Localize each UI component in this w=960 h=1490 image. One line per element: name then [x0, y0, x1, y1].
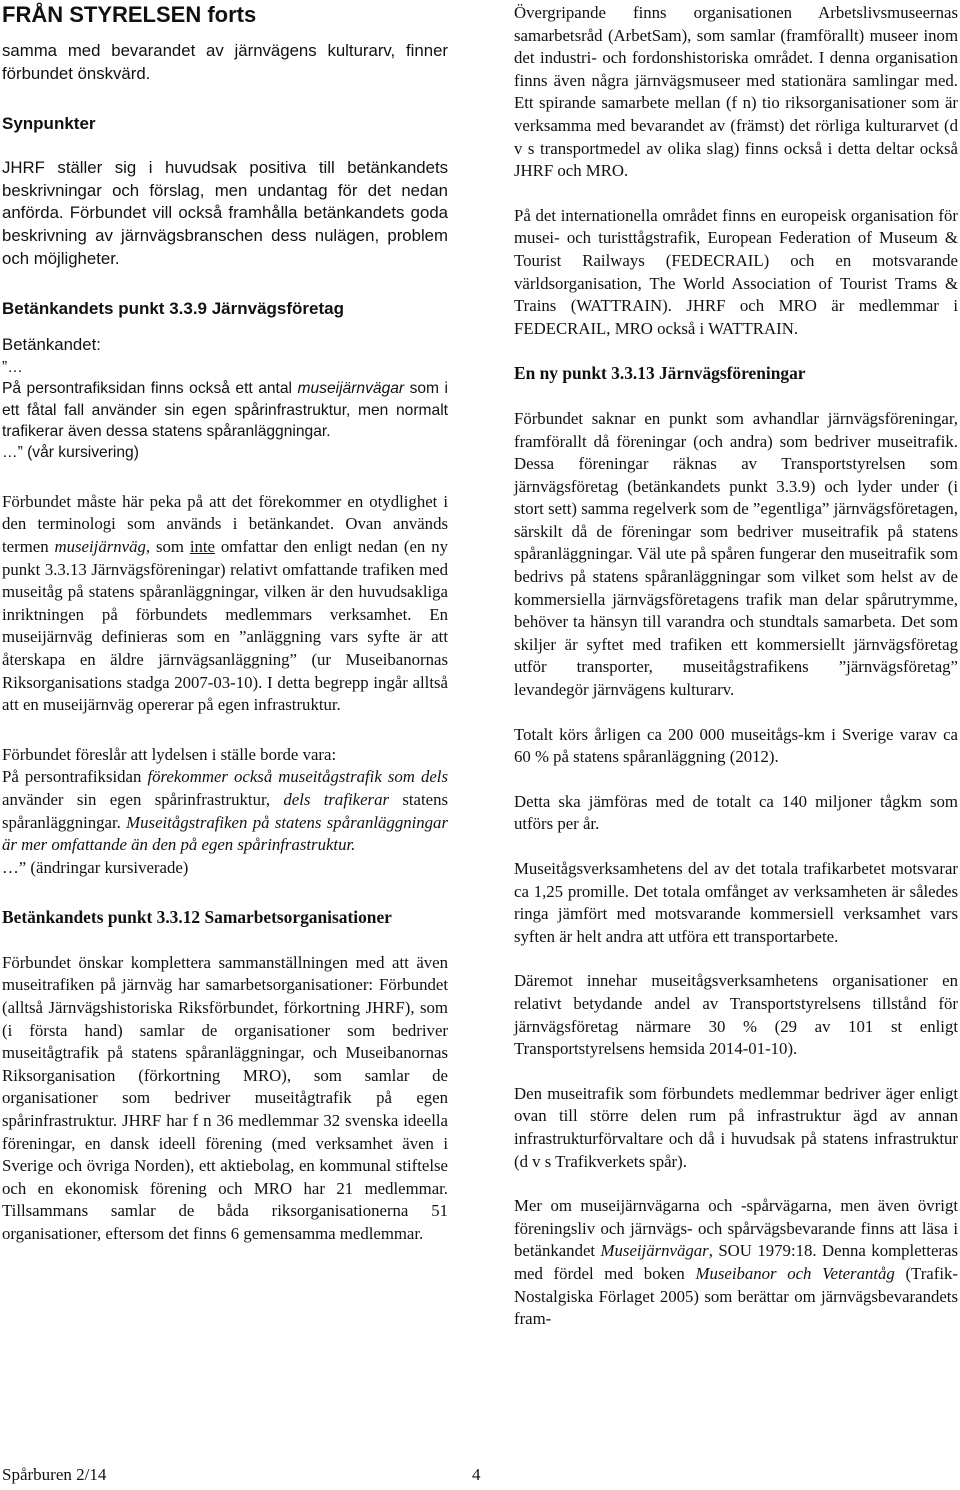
p9-text-a: Mer om museijärnvägarna och -spårvägarna, men även övrigt föreningsliv och järnvägs- och spårvägsbevarande finns att läsa i betänkandet [514, 1196, 958, 1261]
footer-publication-label: Spårburen 2/14 [2, 1465, 107, 1484]
betankandet-quote [2, 357, 448, 464]
left-column [2, 0, 448, 1246]
fb-text-c: omfattar den enligt nedan (en ny punkt 3.3.13 Järnvägsföreningar) relativt omfattande trafiken med museitåg på statens spåranläggningar, vilken är den huvudsakliga inriktningen på förbundets medlemmars verksamhet. En museijärnväg definieras som en ”anläggning vars syfte är att återskapa en äldre järnvägsanläggning” (ur Museibanornas Riksorganisations stadga 2007-03-10). I detta begrepp ingår alltså att en museijärnväg opererar på egen infrastruktur. [2, 536, 448, 715]
fb-text-b: , som [145, 536, 190, 556]
punkt-3312-heading: Betänkandets punkt 3.3.12 Samarbetsorganisationer [2, 907, 392, 928]
quote-close: …” (vår kursivering) [2, 444, 139, 462]
proposal-text-c: använder sin egen spårinfrastruktur, [2, 789, 284, 809]
forbundet-paragraph [2, 491, 448, 717]
betankandet-label: Betänkandet: [2, 335, 101, 355]
proposal-text-a: På persontrafiksidan [2, 767, 148, 787]
right-paragraph-2: På det internationella området finns en europeisk organisation för musei- och turisttågstrafik, European Federation of Museum & Tourist Railways (FEDECRAIL) och en motsvarande världsorganisation, The World Association of Tourist Trams & Trains (WATTRAIN). JHRF och MRO är medlemmar i FEDECRAIL, MRO också i WATTRAIN. [514, 205, 958, 338]
right-paragraph-1: Övergripande finns organisationen Arbetslivsmuseernas samarbetsråd (ArbetSam), som samlar (framförallt) museer inom det industri- och fordonshistoriska området. I denna organisation finns även några järnvägsmuseer med stationära samlingar med. Ett spirande samarbete mellan (f n) tio riksorganisationer som är verksamma med bevarandet av (främst) det rörliga kulturarvet (d v s transportmedel av olika slag) finns också i detta deltar också JHRF och MRO. [514, 3, 958, 181]
right-paragraph-9 [514, 1195, 958, 1331]
proposal-italic-f: Museitågstrafiken på statens spåranläggningar är mer omfattande än den på egen spårinfrastruktur. [2, 812, 448, 855]
footer-page-number: 4 [472, 1465, 481, 1484]
quote-open: ”… [2, 358, 23, 376]
right-paragraph-5: Detta ska jämföras med de totalt ca 140 miljoner tågkm som utförs per år. [514, 791, 958, 834]
fb-text-a: Förbundet måste här peka på att det förekommer en otydlighet i den terminologi som används i betänkandet. Ovan används termen [2, 491, 448, 556]
proposal-intro: Förbundet föreslår att lydelsen i ställe borde vara: [2, 744, 337, 764]
right-paragraph-7: Däremot innehar museitågsverksamhetens organisationer en relativt betydande andel av Transportstyrelsens tillstånd för järnvägsföretag närmare 30 % (29 av 101 st enligt Transportstyrelsens hemsida 2014-01-10). [514, 971, 958, 1059]
quote-text-2: som i ett fåtal fall använder sin egen spårinfrastruktur, men normalt trafikerar även dessa statens spåranläggningar. [2, 380, 448, 440]
synpunkter-paragraph: JHRF ställer sig i huvudsak positiva till betänkandets beskrivningar och förslag, men undantag för det nedan anförda. Förbundet vill också framhålla betänkandets goda beskrivning av järnvägsbranschen dess nulägen, problem och möjligheter. [2, 158, 448, 268]
p9-text-c: (Trafik-Nostalgiska Förlaget 2005) som berättar om järnvägsbevarandets fram- [514, 1263, 958, 1329]
p9-text-b: , SOU 1979:18. Denna kompletteras med fördel med boken [514, 1241, 958, 1283]
p9-italic-1: Museijärnvägar [600, 1241, 709, 1261]
proposal-close: …” (ändringar kursiverade) [2, 857, 189, 877]
right-paragraph-4: Totalt körs årligen ca 200 000 museitågs-km i Sverige varav ca 60 % på statens spåranläggning (2012). [514, 724, 958, 767]
punkt-339-heading: Betänkandets punkt 3.3.9 Järnvägsföretag [2, 299, 345, 319]
synpunkter-heading: Synpunkter [2, 114, 96, 134]
fb-underlined-term: inte [189, 536, 216, 556]
proposal-italic-b: förekommer också museitågstrafik som dels [147, 767, 448, 787]
intro-paragraph: samma med bevarandet av järnvägens kulturarv, finner förbundet önskvärd. [2, 41, 448, 83]
p9-italic-2: Museibanor och Veterantåg [695, 1263, 895, 1283]
quote-text-1: På persontrafiksidan finns också ett antal [2, 380, 298, 398]
punkt-3312-paragraph: Förbundet önskar komplettera sammanställningen med att även museitrafiken på järnväg har samarbetsorganisationer: Förbundet (alltså Järnvägshistoriska Riksförbundet, förkortning JHRF), som (i första hand) samlar de organisationer som bedriver museitågtrafik på statens spåranläggningar, och Museibanornas Riksorganisation (förkortning MRO), som samlar de organisationer som bedriver museitågtrafik på egen spårinfrastruktur. JHRF har f n 36 medlemmar 32 svenska ideella föreningar, en dansk ideell förening (med verksamhet även i Sverige och övriga Norden), ett aktiebolag, en kommunal stiftelse och en ekonomisk förening och MRO har 21 medlemmar. Tillsammans samlar de båda riksorganisationerna 51 organisationer, eftersom det finns 6 gemensamma medlemmar. [2, 952, 448, 1243]
proposal-italic-d: dels trafikerar [283, 789, 389, 809]
right-paragraph-3: Förbundet saknar en punkt som avhandlar järnvägsföreningar, framförallt då föreningar (och andra) som bedriver museitrafik. Dessa föreningar räknas av Transportstyrelsen som järnvägsföretag (betänkandets punkt 3.3.9) och lyder under (i stort sett) samma regelverk som de ”egentliga” järnvägsföretagen, särskilt då de föreningar som bedriver museitrafik på statens spåranläggningar. Väl ute på spåren fungerar den museitrafik som bedrivs på statens spåranläggningar som vilket som helst av de kommersiella järnvägsföretagens trafik man delar spårutrymme, behöver ta hänsyn till varandra och stundtals samarbeta. Det som skiljer är syftet med trafiken ett kommersiellt järnvägsföretag utför transporter, museitågstrafikens ”järnvägsföretag” levandegör järnvägens kulturarv. [514, 408, 958, 700]
quote-italic-term: museijärnvägar [297, 380, 405, 398]
proposal-text-e: statens spåranläggningar. [2, 789, 448, 832]
ny-punkt-heading: En ny punkt 3.3.13 Järnvägsföreningar [514, 363, 806, 384]
right-paragraph-6: Museitågsverksamhetens del av det totala trafikarbetet motsvarar ca 1,25 promille. Det totala omfånget av verksamheten är således ringa jämfört med motsvarande kommersiell verksamhet vars syften är helt andra att utföra ett transportarbete. [514, 859, 958, 946]
right-paragraph-8: Den museitrafik som förbundets medlemmar bedriver äger enligt ovan till större delen rum på infrastruktur ägd av annan infrastrukturförvaltare och då i huvudsak på statens infrastruktur (d v s Trafikverkets spår). [514, 1083, 958, 1171]
right-column [514, 0, 958, 1331]
page-title: FRÅN STYRELSEN forts [2, 2, 257, 27]
proposal-block [2, 744, 448, 880]
fb-italic-term: museijärnväg [54, 536, 146, 556]
